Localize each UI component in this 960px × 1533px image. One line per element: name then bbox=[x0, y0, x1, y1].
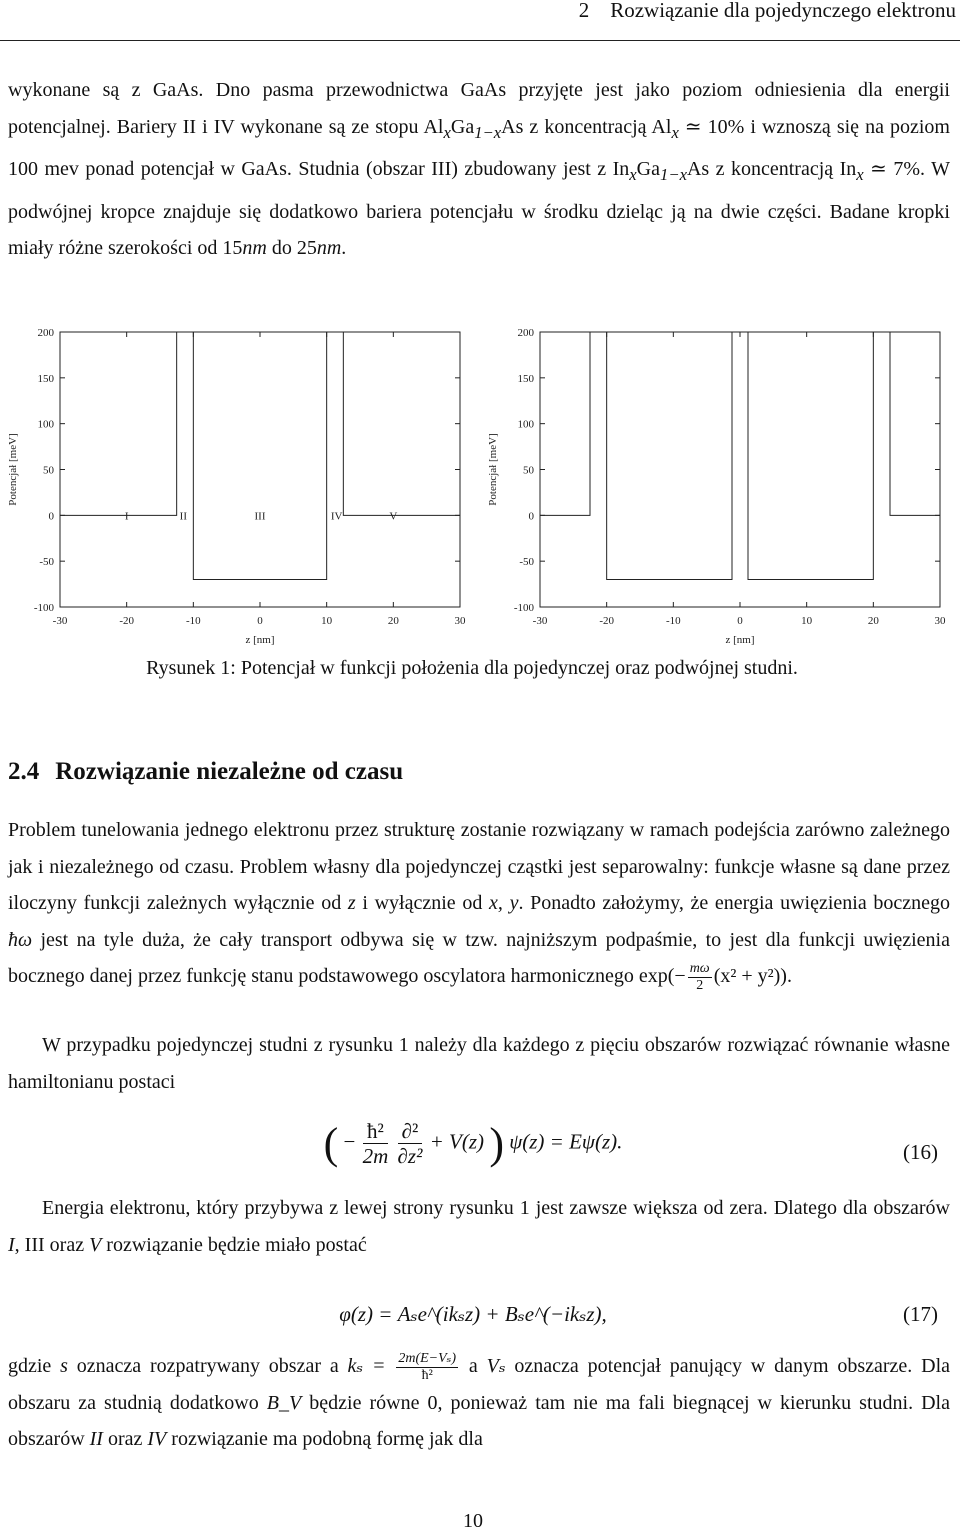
fraction-denominator: 2 bbox=[696, 977, 704, 993]
unit: nm bbox=[316, 237, 342, 259]
x-tick-label: 20 bbox=[867, 615, 879, 627]
x-tick-label: 10 bbox=[801, 615, 813, 627]
text: ψ(z) = Eψ(z). bbox=[509, 1129, 623, 1154]
plot-frame bbox=[60, 332, 460, 607]
region-label: V bbox=[389, 510, 398, 523]
section-title: Rozwiązanie niezależne od czasu bbox=[55, 758, 404, 785]
text: oznacza potencjał panujący w danym obszarze. Dla obszaru za studnią dodatkowo bbox=[8, 1355, 951, 1414]
fraction-numerator: ∂² bbox=[398, 1119, 423, 1144]
equation-16-body bbox=[8, 1118, 938, 1169]
subscript: x bbox=[856, 165, 864, 184]
text: Energia elektronu, który przybywa z lewej strony rysunku 1 jest zawsze większa od zera. Dlatego dla obszarów bbox=[42, 1197, 950, 1219]
x-tick-label: -20 bbox=[599, 615, 615, 627]
text: wykonane są z GaAs. Dno pasma przewodnictwa GaAs przyjęte jest jako poziom odniesienia dla energii potencjalnej. Bariery II i IV wykonane są ze stopu Al bbox=[8, 79, 950, 138]
text: + V(z) bbox=[429, 1129, 485, 1154]
math-var: x, y bbox=[489, 892, 519, 914]
y-tick-label: 50 bbox=[43, 464, 54, 477]
y-tick-label: -50 bbox=[519, 556, 534, 569]
y-tick-label: 100 bbox=[517, 418, 534, 431]
text: Ga bbox=[636, 158, 660, 180]
x-tick-label: 30 bbox=[454, 615, 466, 627]
fraction bbox=[396, 1351, 458, 1384]
text: rozwiązanie ma podobną formę jak dla bbox=[166, 1428, 483, 1450]
fraction bbox=[398, 1119, 423, 1168]
subscript: x bbox=[629, 165, 637, 184]
running-header bbox=[579, 0, 956, 23]
text: do 25 bbox=[266, 237, 317, 259]
text: ≃ 10% i wznoszą się na poziom 100 mev ponad potencjał w GaAs. Studnia (obszar III) zbudowany jest z In bbox=[8, 115, 950, 180]
chart-double-well bbox=[480, 320, 960, 650]
region-label: III bbox=[254, 510, 266, 523]
text: rozwiązanie będzie miało postać bbox=[101, 1233, 367, 1256]
x-tick-label: 20 bbox=[387, 615, 399, 627]
plot-frame bbox=[540, 332, 940, 607]
text: , III oraz bbox=[14, 1233, 90, 1256]
y-tick-label: 200 bbox=[517, 327, 534, 339]
subscript: 1−x bbox=[660, 165, 687, 184]
text: Problem tunelowania jednego elektronu przez strukturę zostanie rozwiązany w ramach podejścia zarówno zależnego jak i niezależnego od czasu. Problem własny dla pojedynczej cząstki jest separowalny: funkcje własne są dane przez iloczyny funkcji zależnych wyłącznie od bbox=[8, 819, 950, 914]
math-var: IV bbox=[147, 1428, 167, 1450]
paragraph-hamiltonian: W przypadku pojedynczej studni z rysunku 1 należy dla każdego z pięciu obszarów rozwiązać równanie własne hamiltonianu postaci bbox=[8, 1034, 950, 1093]
paragraph-method bbox=[8, 812, 950, 995]
y-tick-label: 0 bbox=[48, 510, 54, 523]
paren-right: ) bbox=[489, 1119, 504, 1168]
equation-number: (17) bbox=[903, 1302, 938, 1326]
x-tick-label: 10 bbox=[321, 615, 333, 627]
subscript: x bbox=[443, 122, 451, 142]
paragraph-intro bbox=[8, 72, 950, 267]
x-axis-label: z [nm] bbox=[725, 634, 755, 646]
region-label: I bbox=[124, 510, 129, 523]
x-axis-label: z [nm] bbox=[245, 634, 275, 646]
fraction-numerator: mω bbox=[688, 961, 712, 978]
math-var: Vₛ bbox=[486, 1355, 506, 1377]
section-number: 2.4 bbox=[8, 758, 40, 785]
text: As z koncentracją In bbox=[686, 158, 857, 180]
x-tick-label: -10 bbox=[185, 615, 201, 627]
text: ≃ 7%. W podwójnej kropce znajduje się dodatkowo bariera potencjału w środku dzieląc ją na dwie części. Badane kropki miały różne szerokości od 15 bbox=[8, 158, 951, 259]
fraction-numerator: ħ² bbox=[363, 1119, 389, 1144]
y-tick-label: 100 bbox=[37, 418, 54, 431]
section-heading bbox=[8, 758, 403, 786]
fraction bbox=[688, 961, 712, 994]
math-var: z bbox=[347, 892, 356, 914]
x-tick-label: 0 bbox=[737, 615, 743, 627]
y-tick-label: -100 bbox=[513, 602, 534, 614]
y-axis-label: Potencjał [meV] bbox=[487, 433, 499, 506]
y-tick-label: 200 bbox=[37, 327, 54, 339]
math-var: V bbox=[89, 1233, 102, 1256]
header-section-number: 2 bbox=[578, 0, 590, 22]
series-line bbox=[540, 332, 940, 580]
math-var: ħω bbox=[8, 928, 33, 951]
fraction-denominator: 2m bbox=[362, 1144, 389, 1168]
text: − bbox=[343, 1129, 356, 1154]
math-var: I bbox=[8, 1233, 15, 1256]
subscript: 1−x bbox=[474, 122, 502, 142]
text: oznacza rozpatrywany obszar a bbox=[67, 1355, 348, 1377]
text: gdzie bbox=[8, 1355, 61, 1377]
equation-17 bbox=[8, 1302, 938, 1338]
series-line bbox=[60, 332, 460, 580]
equation-number: (16) bbox=[903, 1140, 938, 1164]
text: . bbox=[341, 237, 347, 259]
text: As z koncentracją Al bbox=[501, 115, 672, 138]
text: . Ponadto założymy, że energia uwięzienia bocznego bbox=[518, 892, 951, 914]
fraction-denominator: ħ² bbox=[421, 1367, 433, 1383]
y-tick-label: 150 bbox=[517, 372, 534, 385]
chart-single-well bbox=[0, 320, 480, 650]
equation-16 bbox=[8, 1118, 938, 1188]
page-number: 10 bbox=[463, 1510, 483, 1532]
text: (x² + y²)). bbox=[713, 965, 792, 987]
x-tick-label: 0 bbox=[257, 615, 263, 627]
text: Ga bbox=[450, 115, 475, 138]
math-var: kₛ = bbox=[347, 1355, 386, 1377]
paren-left: ( bbox=[323, 1119, 339, 1168]
text: oraz bbox=[102, 1428, 148, 1450]
text: jest na tyle duża, że cały transport odbywa się w tzw. najniższym podpaśmie, to jest dla funkcji uwięzienia bocznego danej przez funkcję stanu podstawowego oscylatora harmonicznego exp(− bbox=[8, 928, 950, 987]
figure-caption: Rysunek 1: Potencjał w funkcji położenia dla pojedynczej oraz podwójnej studni. bbox=[146, 657, 798, 679]
header-rule bbox=[0, 40, 960, 41]
x-tick-label: -20 bbox=[119, 615, 135, 627]
region-label: II bbox=[179, 510, 187, 523]
math-var: s bbox=[60, 1355, 68, 1377]
paragraph-regions bbox=[8, 1190, 950, 1263]
fraction-denominator: ∂z² bbox=[397, 1144, 423, 1168]
unit: nm bbox=[242, 237, 267, 259]
text: i wyłącznie od bbox=[355, 892, 490, 914]
equation-17-body: φ(z) = Aₛe^(ikₛz) + Bₛe^(−ikₛz), bbox=[339, 1302, 607, 1326]
text: będzie równe 0, ponieważ tam nie ma fali biegnącej w kierunku studni. Dla obszarów bbox=[8, 1391, 950, 1450]
subscript: x bbox=[671, 122, 679, 142]
region-label: IV bbox=[330, 510, 343, 523]
header-title: Rozwiązanie dla pojedynczego elektronu bbox=[610, 0, 956, 22]
y-tick-label: -100 bbox=[33, 602, 54, 614]
x-tick-label: -10 bbox=[665, 615, 681, 627]
y-tick-label: 50 bbox=[523, 464, 534, 477]
x-tick-label: 30 bbox=[934, 615, 946, 627]
x-tick-label: -30 bbox=[532, 615, 548, 627]
paragraph-solution bbox=[8, 1348, 950, 1458]
math-var: II bbox=[89, 1428, 103, 1450]
y-axis-label: Potencjał [meV] bbox=[7, 433, 19, 506]
y-tick-label: 0 bbox=[528, 510, 534, 523]
text: a bbox=[460, 1355, 487, 1377]
y-tick-label: 150 bbox=[37, 372, 54, 385]
y-tick-label: -50 bbox=[39, 556, 54, 569]
fraction-numerator: 2m(E−Vₛ) bbox=[396, 1351, 458, 1368]
x-tick-label: -30 bbox=[52, 615, 68, 627]
math-var: B_V bbox=[266, 1391, 302, 1414]
fraction bbox=[363, 1119, 389, 1168]
